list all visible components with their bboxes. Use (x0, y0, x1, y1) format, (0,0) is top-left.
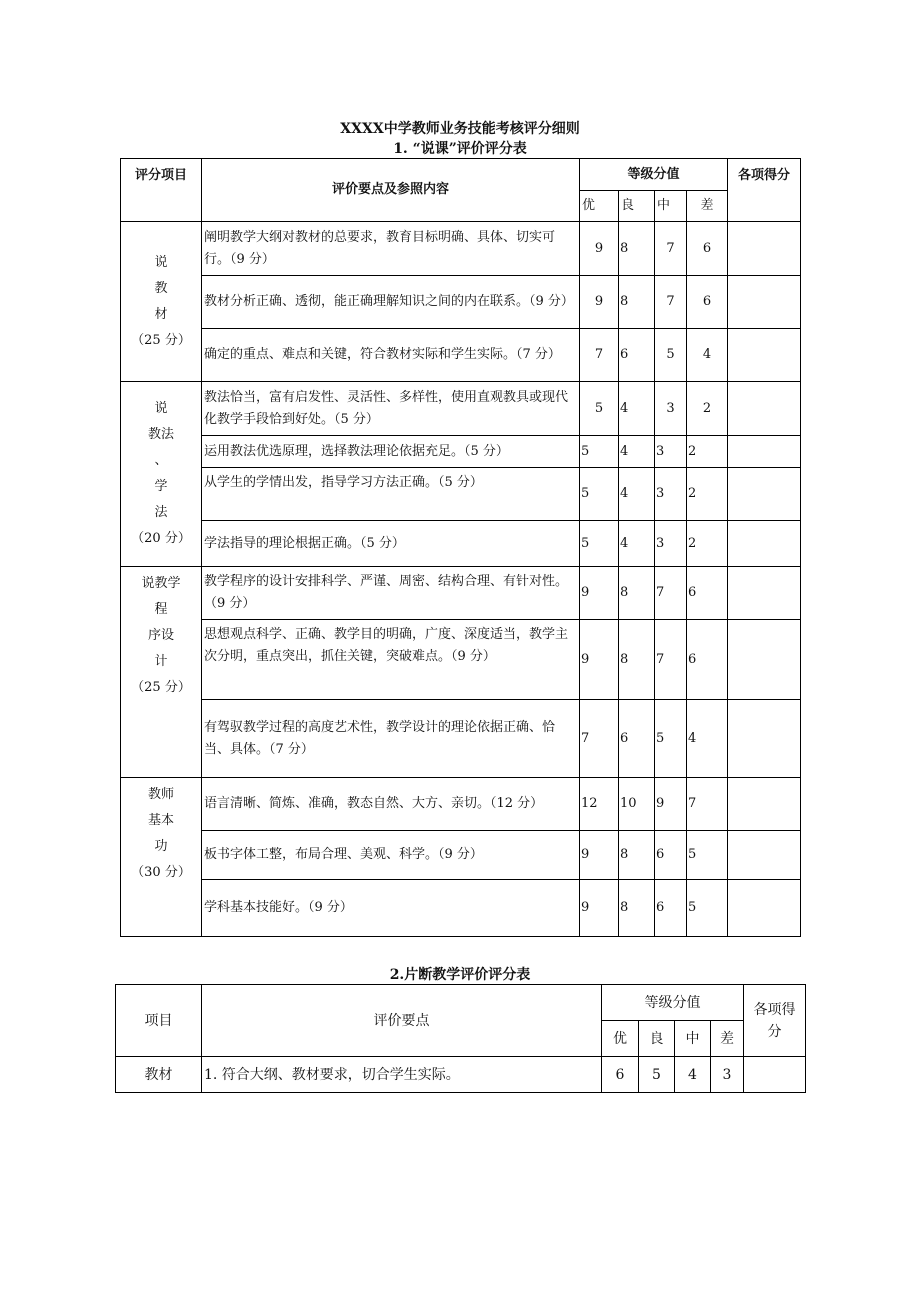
criterion-text: 运用教法优选原理，选择教法理论依据充足。（5 分） (202, 436, 580, 468)
score-excellent: 9 (580, 831, 619, 880)
score-poor: 2 (687, 382, 728, 436)
score-cell[interactable] (728, 276, 801, 329)
score-excellent: 12 (580, 778, 619, 831)
score-good: 6 (619, 329, 655, 382)
score-medium: 6 (655, 880, 687, 937)
score-cell[interactable] (728, 620, 801, 700)
score-medium: 3 (655, 436, 687, 468)
grade-good: 良 (639, 1021, 675, 1057)
score-poor: 2 (687, 521, 728, 567)
header-item: 项目 (116, 985, 202, 1057)
score-good: 4 (619, 436, 655, 468)
criterion-text: 思想观点科学、正确、教学目的明确，广度、深度适当，教学主次分明，重点突出，抓住关键，突破难点。（9 分） (202, 620, 580, 700)
score-excellent: 5 (580, 436, 619, 468)
score-cell[interactable] (728, 778, 801, 831)
score-medium: 3 (655, 382, 687, 436)
criterion-text: 1. 符合大纲、教材要求，切合学生实际。 (202, 1057, 602, 1093)
score-good: 8 (619, 620, 655, 700)
score-poor: 3 (711, 1057, 744, 1093)
score-cell[interactable] (728, 521, 801, 567)
score-poor: 6 (687, 276, 728, 329)
score-excellent: 9 (580, 222, 619, 276)
score-cell[interactable] (728, 880, 801, 937)
score-good: 4 (619, 521, 655, 567)
score-medium: 7 (655, 620, 687, 700)
category-jiaoxue-chengxu: 说教学 程 序设 计 （25 分） (121, 567, 202, 778)
score-poor: 7 (687, 778, 728, 831)
score-poor: 5 (687, 831, 728, 880)
grade-poor: 差 (711, 1021, 744, 1057)
item-jiaocai: 教材 (116, 1057, 202, 1093)
score-excellent: 9 (580, 620, 619, 700)
score-cell[interactable] (728, 329, 801, 382)
header-grade: 等级分值 (602, 985, 744, 1021)
score-excellent: 6 (602, 1057, 639, 1093)
criterion-text: 阐明教学大纲对教材的总要求，教育目标明确、具体、切实可行。（9 分） (202, 222, 580, 276)
score-medium: 3 (655, 468, 687, 521)
grade-excellent: 优 (602, 1021, 639, 1057)
score-medium: 3 (655, 521, 687, 567)
score-good: 8 (619, 567, 655, 620)
score-cell[interactable] (728, 468, 801, 521)
score-cell[interactable] (728, 382, 801, 436)
criterion-text: 确定的重点、难点和关键，符合教材实际和学生实际。（7 分） (202, 329, 580, 382)
score-cell[interactable] (744, 1057, 806, 1093)
score-poor: 5 (687, 880, 728, 937)
score-cell[interactable] (728, 700, 801, 778)
score-poor: 6 (687, 222, 728, 276)
score-good: 8 (619, 276, 655, 329)
score-medium: 7 (655, 567, 687, 620)
table1-title: 1. “说课”评价评分表 (393, 141, 527, 157)
grade-good: 良 (619, 191, 655, 222)
criterion-text: 从学生的学情出发，指导学习方法正确。（5 分） (202, 468, 580, 521)
score-good: 4 (619, 382, 655, 436)
category-jiaocai: 说 教 材 （25 分） (121, 222, 202, 382)
score-good: 10 (619, 778, 655, 831)
score-good: 8 (619, 831, 655, 880)
grade-medium: 中 (655, 191, 687, 222)
category-jiben-gong: 教师 基本 功 （30 分） (121, 778, 202, 937)
score-poor: 2 (687, 436, 728, 468)
criterion-text: 教法恰当，富有启发性、灵活性、多样性，使用直观教具或现代化教学手段恰到好处。（5 分） (202, 382, 580, 436)
score-good: 8 (619, 880, 655, 937)
score-good: 6 (619, 700, 655, 778)
score-medium: 5 (655, 329, 687, 382)
score-medium: 5 (655, 700, 687, 778)
category-jiaofa-xuefa: 说 教法 、 学 法 （20 分） (121, 382, 202, 567)
score-medium: 7 (655, 222, 687, 276)
score-medium: 7 (655, 276, 687, 329)
header-content: 评价要点及参照内容 (202, 159, 580, 222)
document-title: XXXX中学教师业务技能考核评分细则 (340, 121, 580, 137)
score-cell[interactable] (728, 567, 801, 620)
header-score: 各项得 分 (744, 985, 806, 1057)
score-cell[interactable] (728, 436, 801, 468)
criterion-text: 板书字体工整，布局合理、美观、科学。（9 分） (202, 831, 580, 880)
score-medium: 9 (655, 778, 687, 831)
score-medium: 6 (655, 831, 687, 880)
grade-medium: 中 (675, 1021, 711, 1057)
score-excellent: 5 (580, 382, 619, 436)
score-excellent: 5 (580, 521, 619, 567)
score-excellent: 5 (580, 468, 619, 521)
score-excellent: 7 (580, 700, 619, 778)
header-grade: 等级分值 (580, 159, 728, 191)
grade-excellent: 优 (580, 191, 619, 222)
header-score: 各项得分 (728, 159, 801, 222)
table2-title: 2.片断教学评价评分表 (389, 967, 531, 983)
header-item: 评分项目 (121, 159, 202, 222)
score-cell[interactable] (728, 831, 801, 880)
criterion-text: 教材分析正确、透彻，能正确理解知识之间的内在联系。（9 分） (202, 276, 580, 329)
criterion-text: 学科基本技能好。（9 分） (202, 880, 580, 937)
score-good: 8 (619, 222, 655, 276)
score-good: 5 (639, 1057, 675, 1093)
score-poor: 4 (687, 700, 728, 778)
score-medium: 4 (675, 1057, 711, 1093)
score-poor: 6 (687, 620, 728, 700)
grade-poor: 差 (687, 191, 728, 222)
score-good: 4 (619, 468, 655, 521)
criterion-text: 语言清晰、简炼、准确，教态自然、大方、亲切。（12 分） (202, 778, 580, 831)
score-cell[interactable] (728, 222, 801, 276)
criterion-text: 教学程序的设计安排科学、严谨、周密、结构合理、有针对性。（9 分） (202, 567, 580, 620)
score-excellent: 9 (580, 880, 619, 937)
score-poor: 6 (687, 567, 728, 620)
score-poor: 4 (687, 329, 728, 382)
criterion-text: 学法指导的理论根据正确。（5 分） (202, 521, 580, 567)
header-content: 评价要点 (202, 985, 602, 1057)
criterion-text: 有驾驭教学过程的高度艺术性，教学设计的理论依据正确、恰当、具体。（7 分） (202, 700, 580, 778)
score-excellent: 9 (580, 567, 619, 620)
score-excellent: 7 (580, 329, 619, 382)
score-excellent: 9 (580, 276, 619, 329)
shuoke-score-table (120, 158, 801, 937)
score-poor: 2 (687, 468, 728, 521)
fragment-teaching-score-table (115, 984, 806, 1093)
